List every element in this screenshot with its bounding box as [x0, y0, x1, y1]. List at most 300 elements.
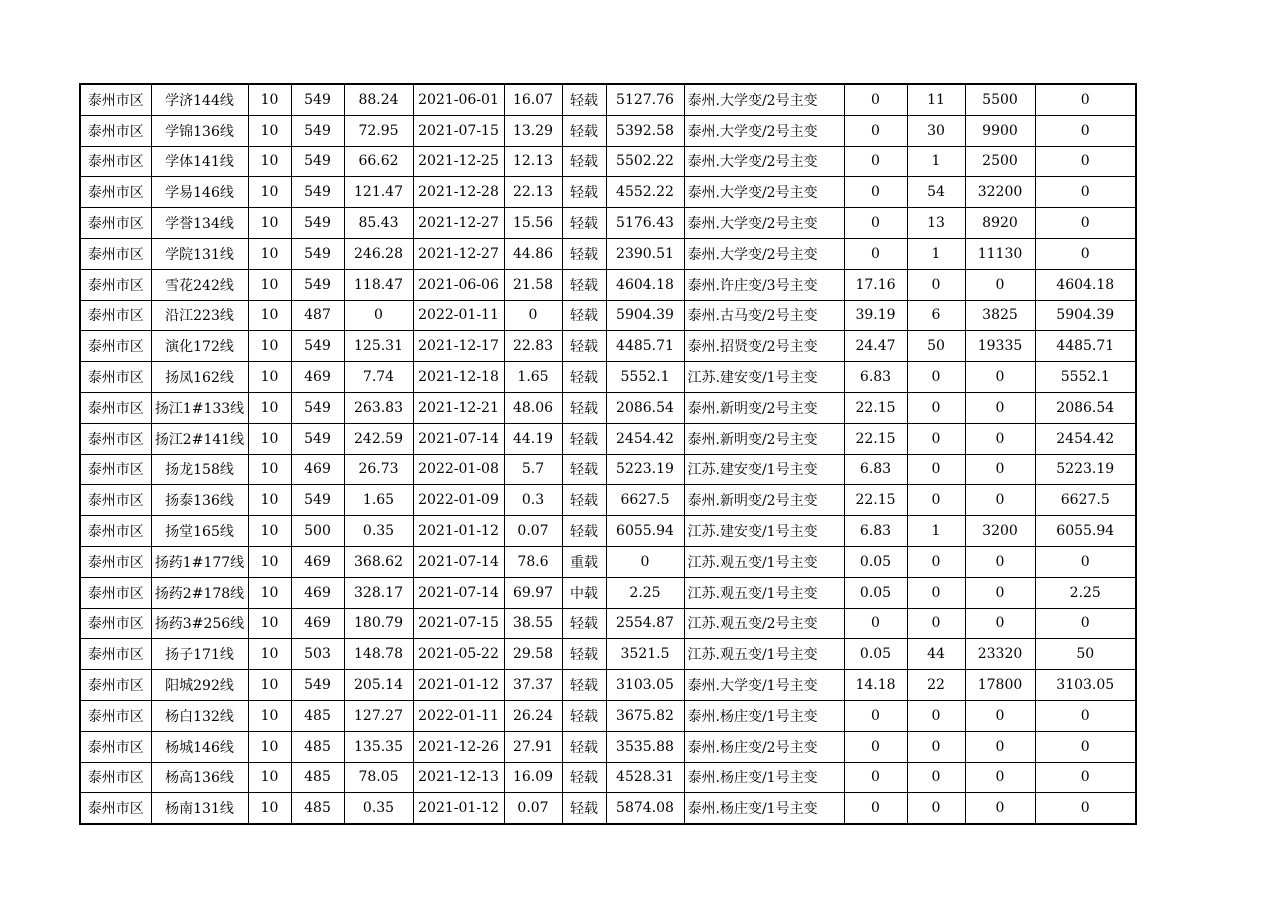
cell-load-rate: 26.24 — [504, 700, 562, 731]
cell-rated-capacity: 485 — [291, 762, 344, 793]
cell-load-rate: 27.91 — [504, 731, 562, 762]
cell-user-capacity: 9900 — [965, 115, 1035, 146]
cell-user-count: 0 — [907, 700, 965, 731]
cell-date: 2021-06-06 — [413, 269, 504, 300]
cell-line-name: 学体141线 — [151, 146, 248, 177]
cell-rated-capacity: 549 — [291, 146, 344, 177]
cell-transformer: 泰州.大学变/2号主变 — [684, 238, 844, 269]
cell-available-capacity: 0 — [1035, 208, 1136, 239]
cell-line-name: 沿江223线 — [151, 300, 248, 331]
cell-available-capacity: 4604.18 — [1035, 269, 1136, 300]
cell-load-rate: 69.97 — [504, 577, 562, 608]
cell-user-count: 11 — [907, 84, 965, 115]
cell-line-name: 扬药2#178线 — [151, 577, 248, 608]
cell-remaining-capacity: 6627.5 — [606, 485, 684, 516]
cell-user-count: 22 — [907, 670, 965, 701]
cell-user-capacity: 0 — [965, 700, 1035, 731]
cell-user-count: 0 — [907, 454, 965, 485]
cell-date: 2021-01-12 — [413, 670, 504, 701]
cell-load-status: 轻载 — [562, 423, 606, 454]
cell-user-capacity: 0 — [965, 577, 1035, 608]
cell-load-rate: 15.56 — [504, 208, 562, 239]
cell-transformer: 江苏.观五变/1号主变 — [684, 639, 844, 670]
cell-load-rate: 78.6 — [504, 546, 562, 577]
table-row — [80, 84, 1136, 115]
cell-available-capacity: 3103.05 — [1035, 670, 1136, 701]
cell-available-capacity: 0 — [1035, 608, 1136, 639]
cell-user-count: 1 — [907, 146, 965, 177]
cell-voltage: 10 — [248, 115, 291, 146]
table-row — [80, 700, 1136, 731]
cell-available-capacity: 6055.94 — [1035, 516, 1136, 547]
cell-date: 2021-12-27 — [413, 238, 504, 269]
cell-user-count: 0 — [907, 269, 965, 300]
cell-remaining-capacity: 5502.22 — [606, 146, 684, 177]
cell-line-name: 杨城146线 — [151, 731, 248, 762]
cell-load-status: 轻载 — [562, 731, 606, 762]
table-row — [80, 392, 1136, 423]
cell-load-status: 轻载 — [562, 639, 606, 670]
cell-load-status: 轻载 — [562, 146, 606, 177]
cell-max-load: 0 — [344, 300, 413, 331]
cell-load-status: 轻载 — [562, 208, 606, 239]
cell-district: 泰州市区 — [80, 762, 151, 793]
cell-available-capacity: 5904.39 — [1035, 300, 1136, 331]
cell-transformer-load-rate: 0 — [844, 700, 907, 731]
cell-max-load: 88.24 — [344, 84, 413, 115]
cell-user-count: 1 — [907, 516, 965, 547]
cell-user-count: 30 — [907, 115, 965, 146]
cell-load-status: 轻载 — [562, 269, 606, 300]
cell-voltage: 10 — [248, 392, 291, 423]
cell-transformer-load-rate: 6.83 — [844, 516, 907, 547]
cell-remaining-capacity: 0 — [606, 546, 684, 577]
cell-load-rate: 13.29 — [504, 115, 562, 146]
cell-user-capacity: 23320 — [965, 639, 1035, 670]
cell-rated-capacity: 549 — [291, 331, 344, 362]
cell-line-name: 学济144线 — [151, 84, 248, 115]
cell-available-capacity: 2454.42 — [1035, 423, 1136, 454]
cell-load-rate: 22.13 — [504, 177, 562, 208]
cell-user-capacity: 0 — [965, 546, 1035, 577]
cell-load-status: 轻载 — [562, 762, 606, 793]
cell-district: 泰州市区 — [80, 454, 151, 485]
cell-load-status: 轻载 — [562, 84, 606, 115]
table-row — [80, 731, 1136, 762]
cell-date: 2021-12-18 — [413, 362, 504, 393]
cell-date: 2021-12-26 — [413, 731, 504, 762]
cell-rated-capacity: 549 — [291, 84, 344, 115]
cell-load-rate: 0.3 — [504, 485, 562, 516]
cell-date: 2022-01-11 — [413, 700, 504, 731]
cell-rated-capacity: 469 — [291, 577, 344, 608]
cell-transformer-load-rate: 17.16 — [844, 269, 907, 300]
cell-available-capacity: 5552.1 — [1035, 362, 1136, 393]
cell-line-name: 学易146线 — [151, 177, 248, 208]
cell-transformer-load-rate: 0 — [844, 762, 907, 793]
cell-transformer: 江苏.观五变/1号主变 — [684, 577, 844, 608]
cell-voltage: 10 — [248, 577, 291, 608]
cell-rated-capacity: 549 — [291, 115, 344, 146]
cell-load-status: 轻载 — [562, 793, 606, 824]
cell-user-count: 0 — [907, 577, 965, 608]
cell-transformer: 泰州.古马变/2号主变 — [684, 300, 844, 331]
cell-max-load: 246.28 — [344, 238, 413, 269]
cell-max-load: 26.73 — [344, 454, 413, 485]
cell-rated-capacity: 469 — [291, 608, 344, 639]
table-row — [80, 269, 1136, 300]
cell-transformer-load-rate: 22.15 — [844, 485, 907, 516]
cell-district: 泰州市区 — [80, 793, 151, 824]
cell-load-rate: 0 — [504, 300, 562, 331]
cell-user-count: 0 — [907, 546, 965, 577]
cell-user-count: 0 — [907, 608, 965, 639]
cell-transformer-load-rate: 0 — [844, 177, 907, 208]
cell-district: 泰州市区 — [80, 84, 151, 115]
cell-load-rate: 0.07 — [504, 516, 562, 547]
cell-load-status: 轻载 — [562, 177, 606, 208]
table-row — [80, 516, 1136, 547]
cell-load-rate: 29.58 — [504, 639, 562, 670]
cell-district: 泰州市区 — [80, 485, 151, 516]
cell-date: 2021-12-17 — [413, 331, 504, 362]
cell-remaining-capacity: 5127.76 — [606, 84, 684, 115]
cell-rated-capacity: 469 — [291, 362, 344, 393]
cell-date: 2021-12-28 — [413, 177, 504, 208]
cell-max-load: 66.62 — [344, 146, 413, 177]
table-row — [80, 208, 1136, 239]
cell-voltage: 10 — [248, 362, 291, 393]
cell-line-name: 演化172线 — [151, 331, 248, 362]
cell-district: 泰州市区 — [80, 670, 151, 701]
cell-user-count: 6 — [907, 300, 965, 331]
cell-voltage: 10 — [248, 300, 291, 331]
cell-transformer-load-rate: 0 — [844, 146, 907, 177]
cell-user-count: 1 — [907, 238, 965, 269]
cell-transformer: 江苏.建安变/1号主变 — [684, 516, 844, 547]
cell-user-count: 0 — [907, 485, 965, 516]
cell-load-status: 轻载 — [562, 331, 606, 362]
cell-transformer: 泰州.大学变/2号主变 — [684, 177, 844, 208]
cell-voltage: 10 — [248, 793, 291, 824]
cell-district: 泰州市区 — [80, 300, 151, 331]
cell-load-rate: 37.37 — [504, 670, 562, 701]
cell-voltage: 10 — [248, 423, 291, 454]
cell-transformer-load-rate: 0 — [844, 208, 907, 239]
table-row — [80, 608, 1136, 639]
cell-date: 2021-07-14 — [413, 423, 504, 454]
cell-user-capacity: 8920 — [965, 208, 1035, 239]
cell-district: 泰州市区 — [80, 700, 151, 731]
cell-transformer: 泰州.大学变/2号主变 — [684, 208, 844, 239]
cell-user-count: 13 — [907, 208, 965, 239]
cell-load-status: 轻载 — [562, 454, 606, 485]
cell-rated-capacity: 549 — [291, 670, 344, 701]
cell-load-rate: 0.07 — [504, 793, 562, 824]
cell-date: 2021-12-21 — [413, 392, 504, 423]
cell-date: 2021-01-12 — [413, 516, 504, 547]
cell-load-rate: 48.06 — [504, 392, 562, 423]
cell-available-capacity: 0 — [1035, 84, 1136, 115]
cell-max-load: 72.95 — [344, 115, 413, 146]
cell-transformer-load-rate: 24.47 — [844, 331, 907, 362]
cell-max-load: 7.74 — [344, 362, 413, 393]
cell-district: 泰州市区 — [80, 423, 151, 454]
cell-rated-capacity: 500 — [291, 516, 344, 547]
cell-transformer: 江苏.建安变/1号主变 — [684, 454, 844, 485]
cell-user-capacity: 0 — [965, 269, 1035, 300]
cell-transformer-load-rate: 0.05 — [844, 546, 907, 577]
cell-district: 泰州市区 — [80, 577, 151, 608]
cell-line-name: 扬堂165线 — [151, 516, 248, 547]
cell-transformer-load-rate: 6.83 — [844, 454, 907, 485]
cell-line-name: 扬凤162线 — [151, 362, 248, 393]
table-row — [80, 177, 1136, 208]
cell-max-load: 328.17 — [344, 577, 413, 608]
cell-transformer-load-rate: 0.05 — [844, 577, 907, 608]
cell-rated-capacity: 503 — [291, 639, 344, 670]
table-row — [80, 485, 1136, 516]
cell-max-load: 135.35 — [344, 731, 413, 762]
cell-district: 泰州市区 — [80, 639, 151, 670]
cell-rated-capacity: 549 — [291, 208, 344, 239]
cell-user-capacity: 0 — [965, 485, 1035, 516]
cell-line-name: 扬龙158线 — [151, 454, 248, 485]
cell-user-capacity: 3200 — [965, 516, 1035, 547]
cell-max-load: 125.31 — [344, 331, 413, 362]
cell-remaining-capacity: 4485.71 — [606, 331, 684, 362]
cell-remaining-capacity: 3103.05 — [606, 670, 684, 701]
cell-remaining-capacity: 4528.31 — [606, 762, 684, 793]
cell-voltage: 10 — [248, 516, 291, 547]
cell-transformer: 泰州.新明变/2号主变 — [684, 423, 844, 454]
cell-date: 2021-12-13 — [413, 762, 504, 793]
cell-remaining-capacity: 2086.54 — [606, 392, 684, 423]
cell-line-name: 杨南131线 — [151, 793, 248, 824]
cell-transformer: 泰州.新明变/2号主变 — [684, 392, 844, 423]
cell-available-capacity: 0 — [1035, 700, 1136, 731]
cell-transformer-load-rate: 6.83 — [844, 362, 907, 393]
cell-load-status: 重载 — [562, 546, 606, 577]
table-row — [80, 793, 1136, 824]
cell-max-load: 0.35 — [344, 516, 413, 547]
cell-load-status: 轻载 — [562, 608, 606, 639]
cell-date: 2021-05-22 — [413, 639, 504, 670]
cell-transformer: 泰州.杨庄变/1号主变 — [684, 700, 844, 731]
cell-load-status: 轻载 — [562, 392, 606, 423]
cell-load-rate: 21.58 — [504, 269, 562, 300]
cell-transformer: 泰州.招贤变/2号主变 — [684, 331, 844, 362]
table-row — [80, 639, 1136, 670]
table-row — [80, 454, 1136, 485]
cell-user-capacity: 0 — [965, 762, 1035, 793]
cell-voltage: 10 — [248, 269, 291, 300]
cell-transformer: 泰州.杨庄变/1号主变 — [684, 762, 844, 793]
cell-available-capacity: 0 — [1035, 146, 1136, 177]
cell-district: 泰州市区 — [80, 731, 151, 762]
cell-voltage: 10 — [248, 331, 291, 362]
cell-load-status: 轻载 — [562, 300, 606, 331]
cell-date: 2021-07-15 — [413, 115, 504, 146]
cell-user-capacity: 11130 — [965, 238, 1035, 269]
cell-available-capacity: 0 — [1035, 115, 1136, 146]
cell-remaining-capacity: 6055.94 — [606, 516, 684, 547]
cell-line-name: 阳城292线 — [151, 670, 248, 701]
cell-district: 泰州市区 — [80, 362, 151, 393]
cell-date: 2021-01-12 — [413, 793, 504, 824]
cell-remaining-capacity: 3521.5 — [606, 639, 684, 670]
cell-remaining-capacity: 5874.08 — [606, 793, 684, 824]
cell-load-rate: 5.7 — [504, 454, 562, 485]
cell-transformer-load-rate: 0 — [844, 731, 907, 762]
cell-user-capacity: 2500 — [965, 146, 1035, 177]
cell-max-load: 1.65 — [344, 485, 413, 516]
cell-load-rate: 16.09 — [504, 762, 562, 793]
cell-max-load: 85.43 — [344, 208, 413, 239]
cell-remaining-capacity: 3535.88 — [606, 731, 684, 762]
cell-rated-capacity: 549 — [291, 238, 344, 269]
cell-transformer: 泰州.大学变/2号主变 — [684, 84, 844, 115]
cell-district: 泰州市区 — [80, 331, 151, 362]
table-row — [80, 331, 1136, 362]
cell-district: 泰州市区 — [80, 238, 151, 269]
cell-rated-capacity: 549 — [291, 269, 344, 300]
table-row — [80, 546, 1136, 577]
data-table — [79, 83, 1137, 825]
cell-voltage: 10 — [248, 762, 291, 793]
cell-date: 2021-07-14 — [413, 577, 504, 608]
cell-district: 泰州市区 — [80, 608, 151, 639]
cell-rated-capacity: 485 — [291, 793, 344, 824]
cell-transformer: 江苏.观五变/1号主变 — [684, 546, 844, 577]
cell-load-status: 轻载 — [562, 700, 606, 731]
cell-max-load: 127.27 — [344, 700, 413, 731]
cell-load-rate: 12.13 — [504, 146, 562, 177]
cell-remaining-capacity: 5223.19 — [606, 454, 684, 485]
cell-user-capacity: 0 — [965, 608, 1035, 639]
cell-date: 2021-07-14 — [413, 546, 504, 577]
cell-max-load: 148.78 — [344, 639, 413, 670]
cell-line-name: 杨高136线 — [151, 762, 248, 793]
cell-user-count: 0 — [907, 731, 965, 762]
cell-line-name: 学锦136线 — [151, 115, 248, 146]
cell-user-capacity: 3825 — [965, 300, 1035, 331]
cell-load-status: 轻载 — [562, 115, 606, 146]
cell-rated-capacity: 469 — [291, 454, 344, 485]
cell-available-capacity: 2086.54 — [1035, 392, 1136, 423]
cell-rated-capacity: 549 — [291, 392, 344, 423]
cell-max-load: 205.14 — [344, 670, 413, 701]
cell-available-capacity: 0 — [1035, 238, 1136, 269]
cell-remaining-capacity: 4552.22 — [606, 177, 684, 208]
cell-transformer: 泰州.大学变/1号主变 — [684, 670, 844, 701]
table-row — [80, 115, 1136, 146]
cell-user-capacity: 0 — [965, 392, 1035, 423]
cell-line-name: 扬江1#133线 — [151, 392, 248, 423]
cell-line-name: 扬泰136线 — [151, 485, 248, 516]
cell-district: 泰州市区 — [80, 146, 151, 177]
cell-user-count: 0 — [907, 423, 965, 454]
cell-load-status: 轻载 — [562, 485, 606, 516]
cell-max-load: 0.35 — [344, 793, 413, 824]
cell-line-name: 学院131线 — [151, 238, 248, 269]
cell-user-capacity: 0 — [965, 362, 1035, 393]
table-row — [80, 238, 1136, 269]
cell-available-capacity: 0 — [1035, 546, 1136, 577]
cell-line-name: 扬子171线 — [151, 639, 248, 670]
cell-available-capacity: 4485.71 — [1035, 331, 1136, 362]
table-row — [80, 670, 1136, 701]
cell-rated-capacity: 485 — [291, 700, 344, 731]
cell-district: 泰州市区 — [80, 516, 151, 547]
cell-remaining-capacity: 5392.58 — [606, 115, 684, 146]
cell-voltage: 10 — [248, 670, 291, 701]
cell-line-name: 扬药1#177线 — [151, 546, 248, 577]
cell-transformer-load-rate: 0 — [844, 84, 907, 115]
cell-voltage: 10 — [248, 485, 291, 516]
cell-user-count: 0 — [907, 793, 965, 824]
cell-available-capacity: 0 — [1035, 793, 1136, 824]
cell-district: 泰州市区 — [80, 208, 151, 239]
cell-load-rate: 44.19 — [504, 423, 562, 454]
cell-transformer: 江苏.建安变/1号主变 — [684, 362, 844, 393]
cell-max-load: 180.79 — [344, 608, 413, 639]
cell-district: 泰州市区 — [80, 177, 151, 208]
cell-date: 2021-07-15 — [413, 608, 504, 639]
cell-voltage: 10 — [248, 454, 291, 485]
cell-max-load: 263.83 — [344, 392, 413, 423]
cell-rated-capacity: 469 — [291, 546, 344, 577]
cell-available-capacity: 6627.5 — [1035, 485, 1136, 516]
cell-rated-capacity: 549 — [291, 177, 344, 208]
cell-transformer-load-rate: 14.18 — [844, 670, 907, 701]
cell-rated-capacity: 487 — [291, 300, 344, 331]
cell-district: 泰州市区 — [80, 115, 151, 146]
table-row — [80, 577, 1136, 608]
cell-transformer-load-rate: 0 — [844, 793, 907, 824]
cell-transformer-load-rate: 0 — [844, 115, 907, 146]
cell-user-capacity: 0 — [965, 731, 1035, 762]
cell-load-rate: 22.83 — [504, 331, 562, 362]
cell-remaining-capacity: 4604.18 — [606, 269, 684, 300]
cell-rated-capacity: 485 — [291, 731, 344, 762]
cell-user-count: 54 — [907, 177, 965, 208]
cell-user-capacity: 0 — [965, 454, 1035, 485]
cell-rated-capacity: 549 — [291, 423, 344, 454]
table-row — [80, 423, 1136, 454]
cell-max-load: 368.62 — [344, 546, 413, 577]
cell-remaining-capacity: 5176.43 — [606, 208, 684, 239]
cell-district: 泰州市区 — [80, 546, 151, 577]
cell-remaining-capacity: 2.25 — [606, 577, 684, 608]
cell-available-capacity: 0 — [1035, 177, 1136, 208]
cell-date: 2022-01-09 — [413, 485, 504, 516]
cell-load-rate: 38.55 — [504, 608, 562, 639]
cell-transformer: 泰州.许庄变/3号主变 — [684, 269, 844, 300]
cell-transformer: 泰州.杨庄变/1号主变 — [684, 793, 844, 824]
cell-load-status: 中载 — [562, 577, 606, 608]
cell-voltage: 10 — [248, 608, 291, 639]
cell-transformer-load-rate: 0.05 — [844, 639, 907, 670]
cell-transformer: 泰州.大学变/2号主变 — [684, 115, 844, 146]
cell-available-capacity: 0 — [1035, 762, 1136, 793]
cell-voltage: 10 — [248, 238, 291, 269]
table-row — [80, 362, 1136, 393]
cell-district: 泰州市区 — [80, 269, 151, 300]
cell-voltage: 10 — [248, 639, 291, 670]
cell-transformer-load-rate: 22.15 — [844, 392, 907, 423]
table-row — [80, 762, 1136, 793]
